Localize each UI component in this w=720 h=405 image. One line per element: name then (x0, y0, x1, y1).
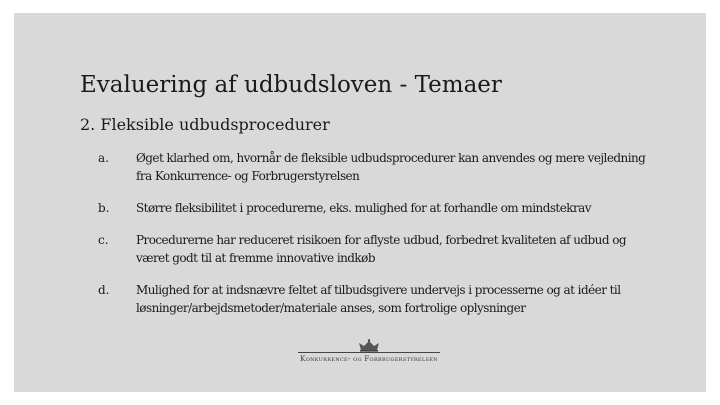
list-item-text: Mulighed for at indsnævre feltet af tilbudsgivere undervejs i processerne og at idéer til løsninger/arbejdsmetoder/materiale anses, som fortrolige oplysninger (136, 283, 621, 315)
list-marker: d. (98, 283, 110, 297)
crown-icon (351, 339, 387, 352)
list-marker: a. (98, 151, 109, 165)
list-item-text: Større fleksibilitet i procedurerne, eks. mulighed for at forhandle om mindstekrav (136, 201, 591, 215)
list-marker: b. (98, 201, 110, 215)
logo-rule (298, 352, 440, 353)
slide (14, 13, 706, 392)
list-marker: c. (98, 233, 109, 247)
logo-text: Konkurrence- og Forbrugerstyrelsen (300, 355, 438, 363)
slide-subtitle: 2. Fleksible udbudsprocedurer (80, 115, 330, 134)
list-item-text: Procedurerne har reduceret risikoen for aflyste udbud, forbedret kvaliteten af udbud og været godt til at fremme innovative indkøb (136, 233, 627, 265)
list-item-text: Øget klarhed om, hvornår de fleksible udbudsprocedurer kan anvendes og mere vejledning fra Konkurrence- og Forbrugerstyrelsen (136, 151, 646, 183)
agency-logo (274, 339, 464, 373)
slide-title: Evaluering af udbudsloven - Temaer (80, 72, 502, 98)
